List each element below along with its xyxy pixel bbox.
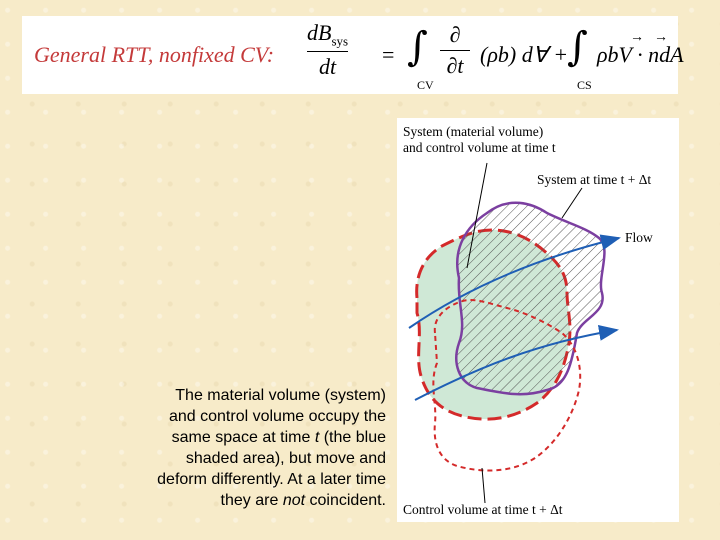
caption-line-2: and control volume occupy the — [168, 408, 386, 425]
integral-cv-subscript: CV — [417, 78, 434, 92]
integrand-cs: ρbV · ndA — [597, 42, 684, 67]
integral-sign-cs: ∫ — [567, 24, 588, 70]
equation-panel — [22, 16, 684, 94]
leader-system-later — [562, 188, 582, 218]
caption — [110, 385, 386, 511]
integrand-cv: (ρb) d∀ + — [480, 42, 569, 67]
caption-line-6: they are not coincident. — [220, 492, 386, 509]
partial-numerator: ∂ — [449, 22, 461, 47]
label-system-later: System at time t + Δt — [537, 172, 652, 187]
label-system-2: and control volume at time t — [403, 140, 556, 155]
leader-cv-later — [482, 468, 485, 503]
caption-line-3: same space at time t (the blue — [171, 429, 386, 446]
equals-sign: = — [382, 42, 395, 67]
label-system: System (material volume) — [403, 124, 544, 139]
partial-fraction — [440, 22, 470, 79]
vector-arrow-n: → — [654, 30, 668, 45]
lhs-subscript: sys — [331, 33, 349, 49]
rtt-figure — [397, 118, 679, 522]
integral-cs-subscript: CS — [577, 78, 592, 92]
caption-line-5: deform differently. At a later time — [157, 471, 386, 488]
vector-arrow-v: → — [630, 30, 644, 45]
lhs-numerator: dB — [307, 20, 332, 45]
label-flow: Flow — [625, 230, 653, 245]
lhs-denominator: dt — [318, 54, 337, 80]
caption-line-4: shaded area), but move and — [185, 450, 386, 467]
label-cv-later: Control volume at time t + Δt — [403, 502, 563, 517]
equation-label: General RTT, nonfixed CV: — [34, 42, 275, 67]
caption-line-1: The material volume (system) — [175, 387, 386, 404]
partial-denominator: ∂t — [446, 53, 464, 78]
integral-sign-cv: ∫ — [407, 24, 428, 70]
lhs-fraction — [307, 20, 348, 80]
